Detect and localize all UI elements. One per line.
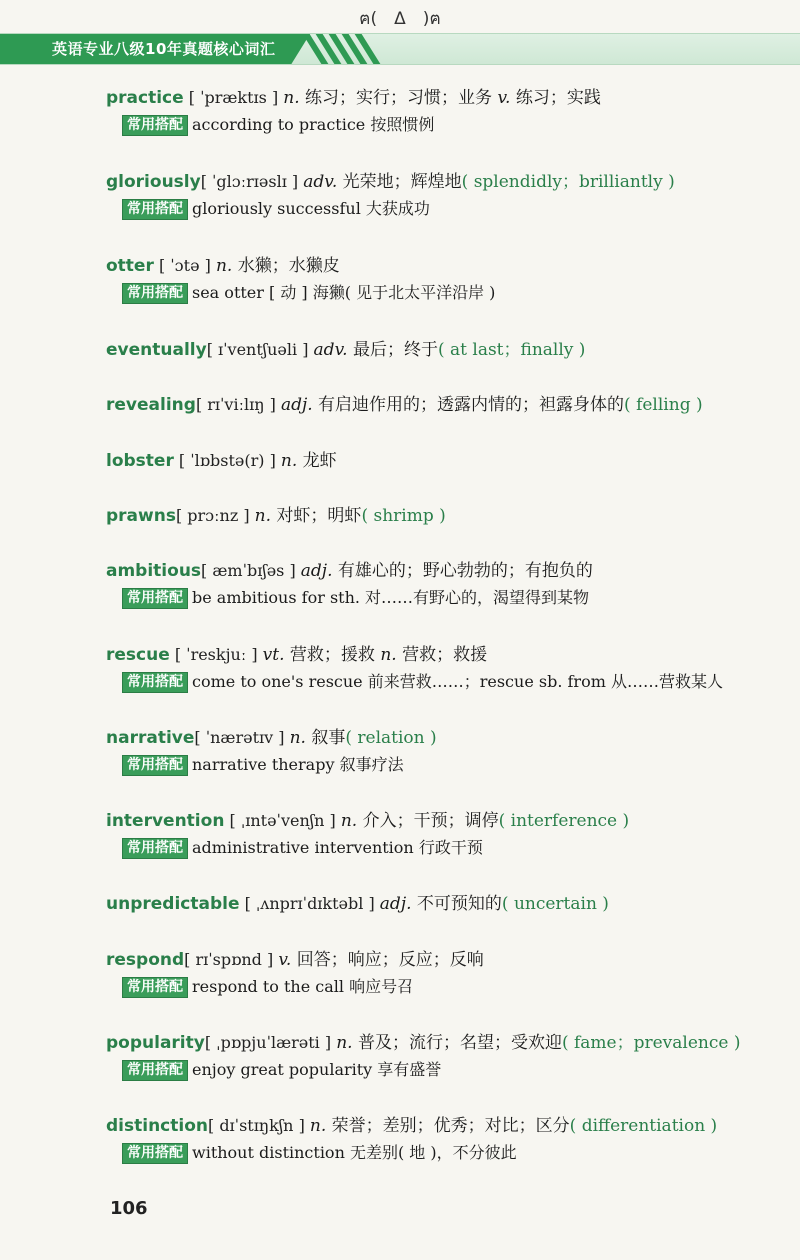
entry-collocation xyxy=(122,837,800,859)
collocation-tag: 常用搭配 xyxy=(122,838,188,859)
entry-headline xyxy=(106,449,800,473)
vocab-entry xyxy=(106,254,800,304)
entry-word: narrative xyxy=(106,728,195,748)
entry-word: lobster xyxy=(106,451,174,471)
entry-phonetic: [ ˌpɒpjuˈlærəti ] xyxy=(204,1033,337,1052)
entry-headline xyxy=(106,254,800,278)
entry-pos: adj. xyxy=(379,894,412,914)
collocation-text: gloriously successful 大获成功 xyxy=(192,199,430,218)
collocation-tag: 常用搭配 xyxy=(122,283,188,304)
entry-definition: 叙事 xyxy=(305,728,346,748)
vocab-entry xyxy=(106,1114,800,1164)
entry-synonyms: ( shrimp ) xyxy=(361,506,446,526)
entry-pos: adv. xyxy=(313,340,348,360)
entry-definition: 最后；终于 xyxy=(347,340,438,360)
entry-collocation xyxy=(122,282,800,304)
entry-headline xyxy=(106,504,800,528)
vocab-entry xyxy=(106,892,800,916)
entry-definition: 对虾；明虾 xyxy=(271,506,362,526)
entry-pos: adv. xyxy=(303,172,338,192)
page-number: 106 xyxy=(110,1198,148,1219)
entry-word: unpredictable xyxy=(106,894,240,914)
entry-pos: n. xyxy=(336,1033,353,1053)
entry-headline xyxy=(106,892,800,916)
entry-collocation xyxy=(122,1142,800,1164)
entry-definition: 不可预知的 xyxy=(411,894,502,914)
entry-headline xyxy=(106,559,800,583)
entry-pos: n. xyxy=(215,256,233,276)
entry-phonetic: [ dɪˈstɪŋkʃn ] xyxy=(207,1116,310,1135)
entry-headline xyxy=(106,170,800,194)
entry-collocation xyxy=(122,114,800,136)
entry-word: intervention xyxy=(106,811,225,831)
vocab-entry xyxy=(106,449,800,473)
entry-collocation xyxy=(122,587,800,609)
collocation-tag: 常用搭配 xyxy=(122,115,188,136)
collocation-text: be ambitious for sth. 对……有野心的，渴望得到某物 xyxy=(192,588,590,607)
entry-collocation xyxy=(122,671,800,693)
entry-definition: 有启迪作用的；透露内情的；袒露身体的 xyxy=(312,395,625,415)
entry-headline xyxy=(106,338,800,362)
vocab-entry xyxy=(106,170,800,220)
entry-collocation xyxy=(122,198,800,220)
entry-pos: adj. xyxy=(300,561,333,581)
entry-phonetic: [ ˈpræktɪs ] xyxy=(183,88,284,107)
entry-definition: 水獭；水獭皮 xyxy=(232,256,340,276)
entry-phonetic: [ ˈlɒbstə(r) ] xyxy=(173,451,281,470)
entry-pos: n. xyxy=(254,506,272,526)
entry-pos: n. xyxy=(340,811,358,831)
collocation-tag: 常用搭配 xyxy=(122,672,188,693)
entry-word: respond xyxy=(106,950,185,970)
entry-phonetic: [ ˈnærətɪv ] xyxy=(194,728,290,747)
vocab-entry xyxy=(106,1031,800,1081)
entry-definition: 龙虾 xyxy=(297,451,337,471)
vocab-entry xyxy=(106,643,800,693)
collocation-text: sea otter [ 动 ] 海獭( 见于北太平洋沿岸 ) xyxy=(192,283,496,302)
entry-headline xyxy=(106,809,800,833)
entry-synonyms: ( at last；finally ) xyxy=(437,340,586,360)
entry-definition: 普及；流行；名望；受欢迎 xyxy=(352,1033,562,1053)
entry-headline xyxy=(106,1031,800,1055)
entry-phonetic: [ ˈreskjuː ] xyxy=(169,645,263,664)
entry-synonyms: ( relation ) xyxy=(345,728,437,748)
vocab-entry xyxy=(106,338,800,362)
entry-phonetic: [ rɪˈviːlɪŋ ] xyxy=(195,395,281,414)
entry-definition: 营救；援救 xyxy=(284,645,381,665)
entry-pos: n. xyxy=(289,728,306,748)
entry-phonetic: [ ˌʌnprɪˈdɪktəbl ] xyxy=(239,894,380,913)
entry-word: revealing xyxy=(106,395,196,415)
entry-pos: v. xyxy=(278,950,292,970)
entry-pos: n. xyxy=(283,88,300,108)
entry-synonyms: ( interference ) xyxy=(498,811,630,831)
entry-definition-2: 营救；救援 xyxy=(396,645,488,665)
entry-headline xyxy=(106,948,800,972)
entry-headline xyxy=(106,726,800,750)
collocation-text: administrative intervention 行政干预 xyxy=(192,838,483,857)
entry-definition-2: 练习；实践 xyxy=(510,88,601,108)
collocation-text: without distinction 无差别( 地 )，不分彼此 xyxy=(192,1143,517,1162)
vocab-entry xyxy=(106,559,800,609)
entry-word: rescue xyxy=(106,645,170,665)
collocation-text: respond to the call 响应号召 xyxy=(192,977,414,996)
collocation-tag: 常用搭配 xyxy=(122,1143,188,1164)
entry-synonyms: ( felling ) xyxy=(624,395,703,415)
entry-phonetic: [ ˈɔtə ] xyxy=(153,256,216,275)
entry-phonetic: [ æmˈbɪʃəs ] xyxy=(201,561,301,580)
entry-definition: 介入；干预；调停 xyxy=(357,811,499,831)
vocab-entry xyxy=(106,809,800,859)
entry-definition: 练习；实行；习惯；业务 xyxy=(299,88,498,108)
entry-phonetic: [ prɔːnz ] xyxy=(175,506,255,525)
entry-word: distinction xyxy=(106,1116,208,1136)
collocation-text: according to practice 按照惯例 xyxy=(192,115,435,134)
vocab-entry xyxy=(106,393,800,417)
entry-pos: adj. xyxy=(280,395,313,415)
collocation-text: narrative therapy 叙事疗法 xyxy=(192,755,404,774)
entry-definition: 荣誉；差别；优秀；对比；区分 xyxy=(326,1116,570,1136)
entry-collocation xyxy=(122,976,800,998)
entry-word: ambitious xyxy=(106,561,202,581)
entry-synonyms: ( fame；prevalence ) xyxy=(561,1033,741,1053)
vocab-entry xyxy=(106,948,800,998)
collocation-tag: 常用搭配 xyxy=(122,755,188,776)
entry-headline xyxy=(106,643,800,667)
entry-word: prawns xyxy=(106,506,176,526)
entry-pos: vt. xyxy=(262,645,285,665)
top-decoration: ฅ( Δ )ฅ xyxy=(359,9,441,29)
entry-phonetic: [ ɪˈventʃuəli ] xyxy=(206,340,314,359)
collocation-text: come to one's rescue 前来营救……；rescue sb. from 从……营救某人 xyxy=(192,672,723,691)
entry-word: popularity xyxy=(106,1033,205,1053)
entry-collocation xyxy=(122,754,800,776)
entry-phonetic: [ rɪˈspɒnd ] xyxy=(184,950,279,969)
vocab-entry xyxy=(106,504,800,528)
entry-word: eventually xyxy=(106,340,207,360)
entry-definition: 回答；响应；反应；反响 xyxy=(291,950,484,970)
entry-pos-2: v. xyxy=(497,88,511,108)
entry-pos-2: n. xyxy=(380,645,397,665)
entry-collocation xyxy=(122,1059,800,1081)
collocation-text: enjoy great popularity 享有盛誉 xyxy=(192,1060,442,1079)
entry-definition: 光荣地；辉煌地 xyxy=(337,172,462,192)
entry-pos: n. xyxy=(280,451,298,471)
entry-phonetic: [ ˈglɔːrɪəslɪ ] xyxy=(200,172,304,191)
entry-headline xyxy=(106,393,800,417)
entry-synonyms: ( differentiation ) xyxy=(569,1116,718,1136)
entry-word: practice xyxy=(106,88,184,108)
vocab-entry xyxy=(106,726,800,776)
collocation-tag: 常用搭配 xyxy=(122,1060,188,1081)
entry-definition: 有雄心的；野心勃勃的；有抱负的 xyxy=(332,561,593,581)
entry-word: otter xyxy=(106,256,154,276)
entry-word: gloriously xyxy=(106,172,201,192)
collocation-tag: 常用搭配 xyxy=(122,977,188,998)
chapter-banner xyxy=(0,33,800,65)
entry-headline xyxy=(106,1114,800,1138)
entry-synonyms: ( splendidly；brilliantly ) xyxy=(461,172,675,192)
entry-synonyms: ( uncertain ) xyxy=(501,894,609,914)
vocab-entry xyxy=(106,86,800,136)
entry-phonetic: [ ˌɪntəˈvenʃn ] xyxy=(224,811,341,830)
banner-title: 英语专业八级10年真题核心词汇 xyxy=(52,40,276,58)
collocation-tag: 常用搭配 xyxy=(122,588,188,609)
entry-headline xyxy=(106,86,800,110)
collocation-tag: 常用搭配 xyxy=(122,199,188,220)
entry-pos: n. xyxy=(309,1116,327,1136)
